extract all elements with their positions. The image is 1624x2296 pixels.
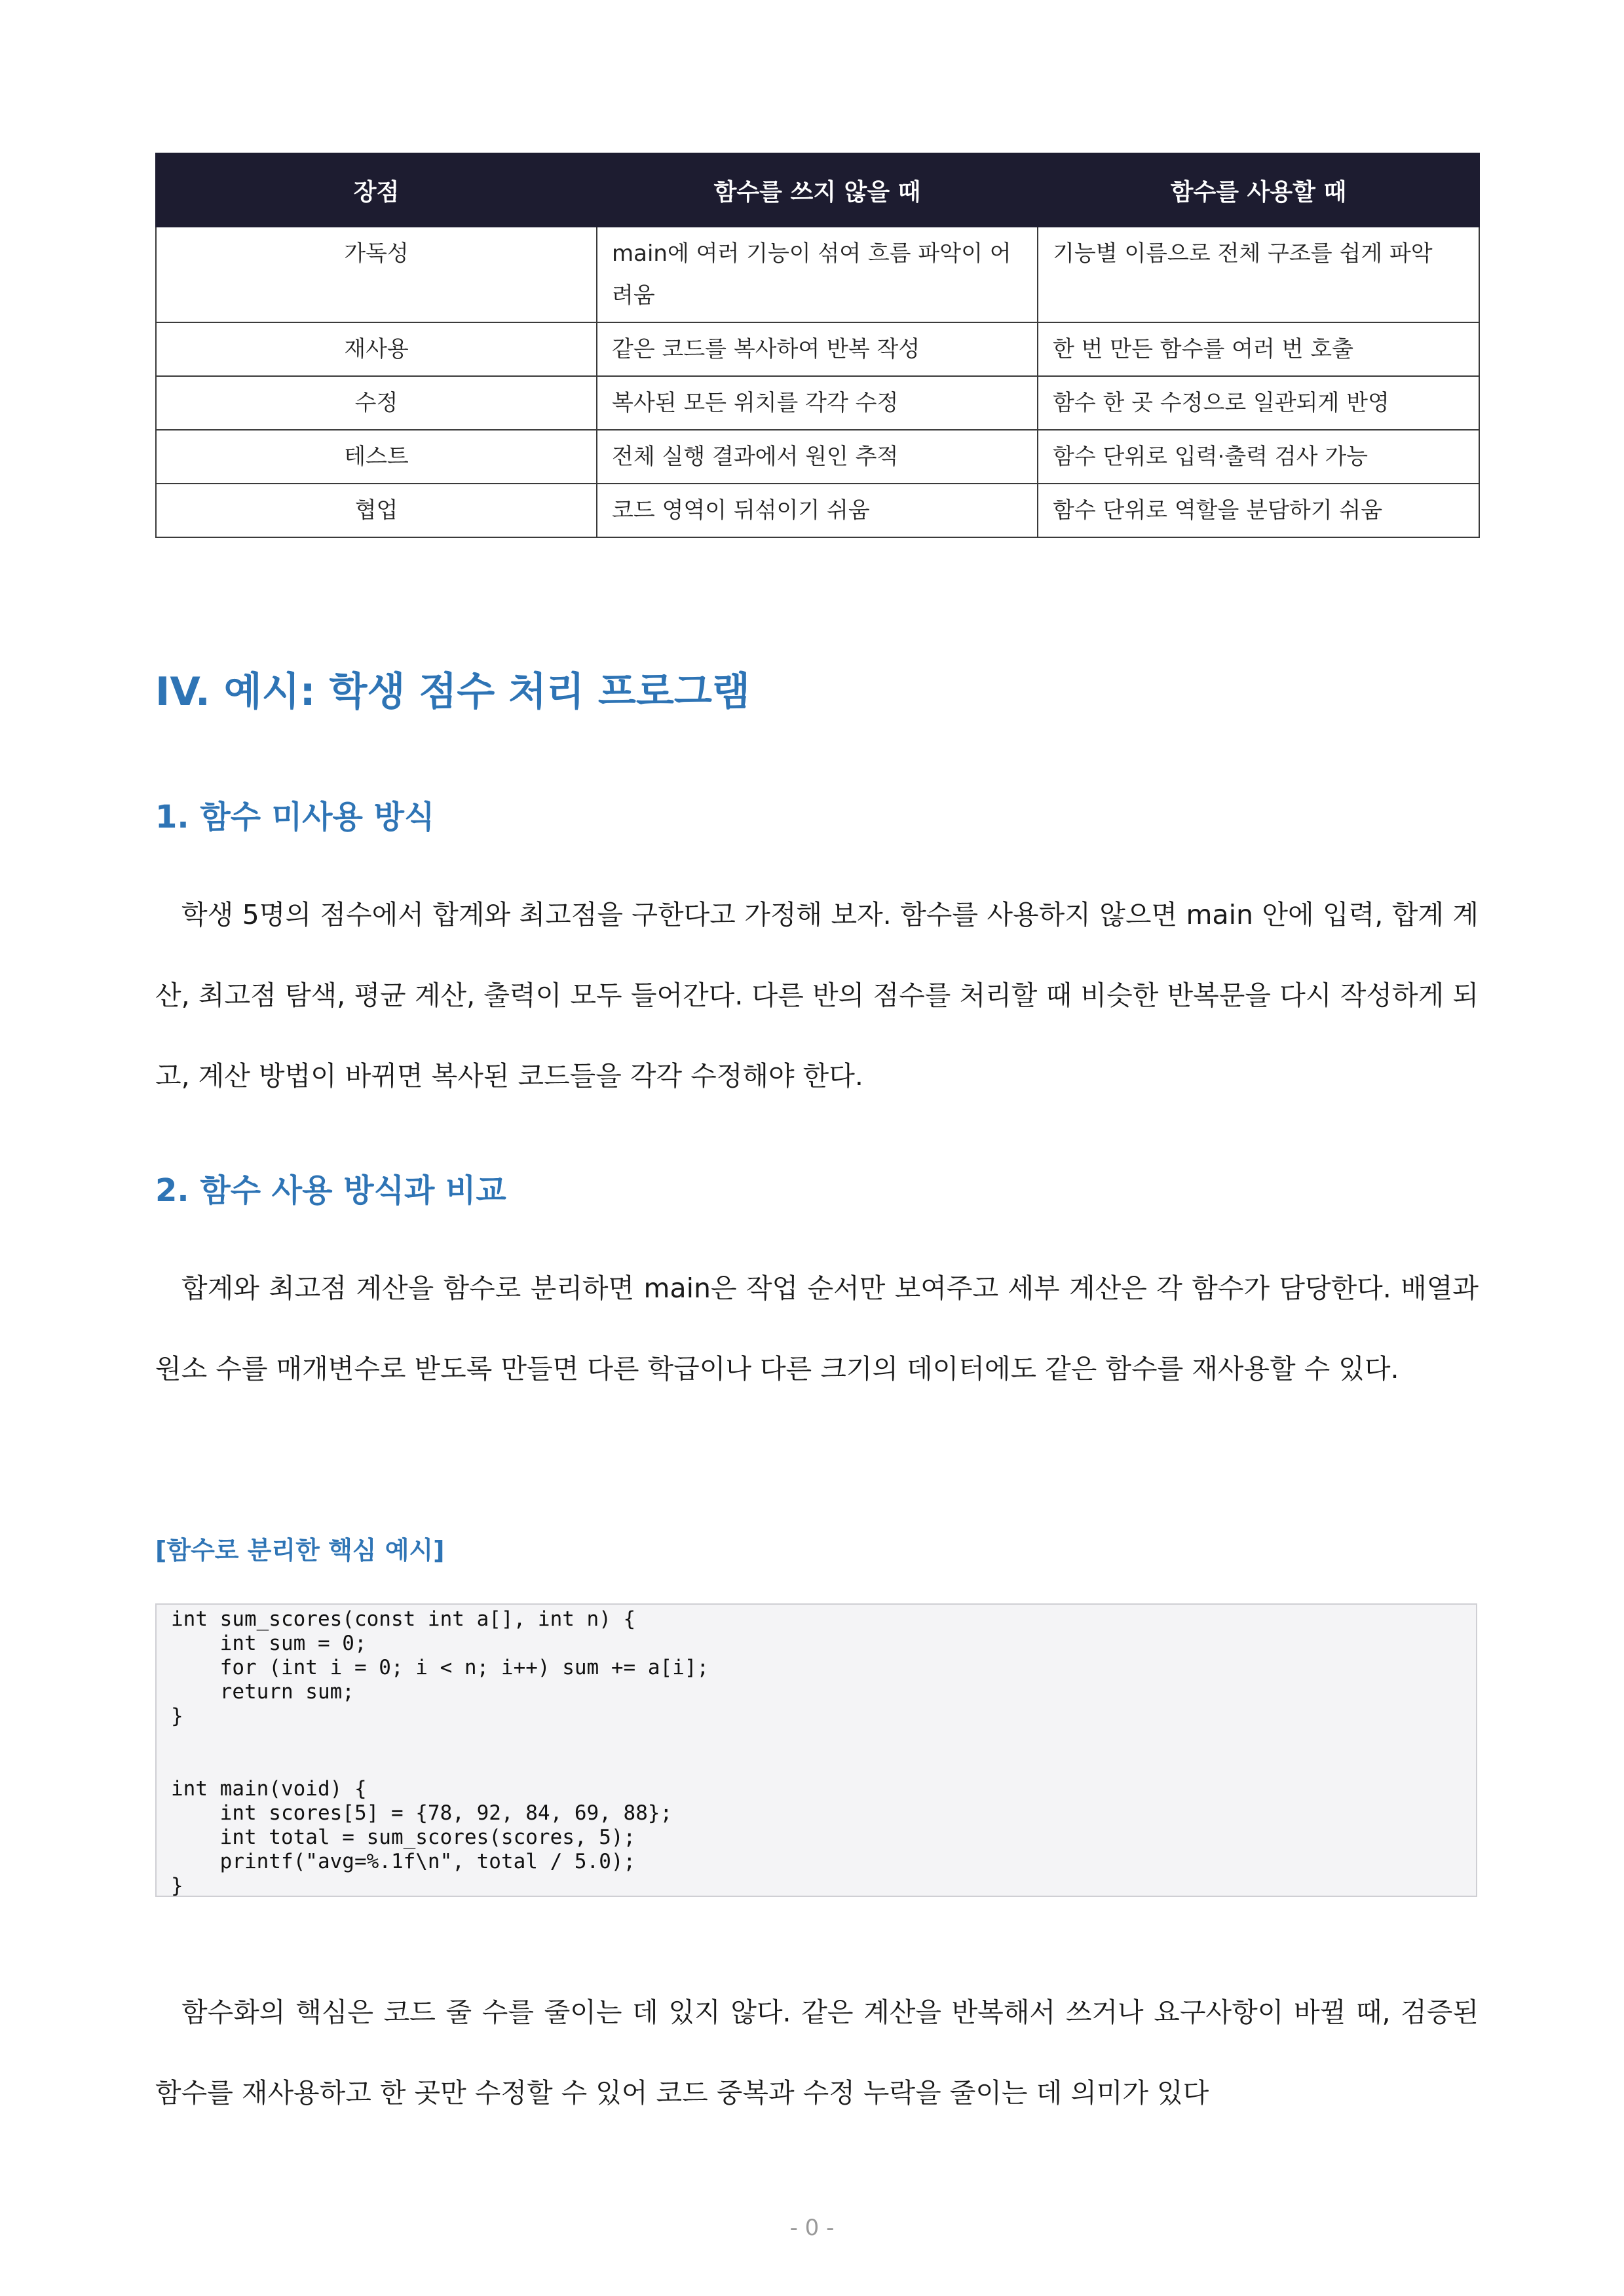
code-line: int scores[5] = {78, 92, 84, 69, 88}; [171, 1801, 673, 1825]
table-cell: 코드 영역이 뒤섞이기 쉬움 [597, 484, 1038, 537]
table-cell: 수정 [156, 376, 597, 430]
subsection-title-1: 1. 함수 미사용 방식 [155, 799, 435, 835]
comparison-table [155, 153, 1480, 538]
table-cell: 함수 단위로 입력·출력 검사 가능 [1038, 430, 1479, 484]
paragraph-with-function: 합계와 최고점 계산을 함수로 분리하면 main은 작업 순서만 보여주고 세부 계산은 각 함수가 담당한다. 배열과 원소 수를 매개변수로 받도록 만들면 다른 학급이나 다른 크기의 데이터에도 같은 함수를 재사용할 수 있다. [155, 1272, 1479, 1385]
table-cell: 기능별 이름으로 전체 구조를 쉽게 파악 [1038, 227, 1479, 322]
code-line: for (int i = 0; i < n; i++) sum += a[i]; [171, 1656, 709, 1679]
code-line: printf("avg=%.1f\n", total / 5.0); [171, 1850, 636, 1873]
code-line [171, 1729, 1462, 1753]
page-number: - 0 - [789, 2215, 835, 2241]
header-with-function: 함수를 사용할 때 [1038, 153, 1479, 227]
table-row [156, 227, 1479, 322]
code-line: } [171, 1874, 183, 1898]
table-cell: 테스트 [156, 430, 597, 484]
table-cell: 함수 한 곳 수정으로 일관되게 반영 [1038, 376, 1479, 430]
table-cell: 협업 [156, 484, 597, 537]
table-cell: 가독성 [156, 227, 597, 322]
table-cell: main에 여러 기능이 섞여 흐름 파악이 어려움 [597, 227, 1038, 322]
code-line: int sum_scores(const int a[], int n) { [171, 1607, 636, 1631]
code-block [155, 1603, 1477, 1897]
header-without-function: 함수를 쓰지 않을 때 [597, 153, 1038, 227]
code-line: int main(void) { [171, 1777, 367, 1801]
closing-paragraph: 함수화의 핵심은 코드 줄 수를 줄이는 데 있지 않다. 같은 계산을 반복해서 쓰거나 요구사항이 바뀔 때, 검증된 함수를 재사용하고 한 곳만 수정할 수 있어 코드 중복과 수정 누락을 줄이는 데 의미가 있다 [155, 1997, 1479, 2109]
table-cell: 한 번 만든 함수를 여러 번 호출 [1038, 322, 1479, 376]
table-cell: 복사된 모든 위치를 각각 수정 [597, 376, 1038, 430]
code-caption: [함수로 분리한 핵심 예시] [155, 1536, 445, 1565]
table-cell: 함수 단위로 역할을 분담하기 쉬움 [1038, 484, 1479, 537]
table-cell: 같은 코드를 복사하여 반복 작성 [597, 322, 1038, 376]
table-row [156, 322, 1479, 376]
code-line: return sum; [171, 1680, 354, 1704]
table-row [156, 430, 1479, 484]
table-cell: 전체 실행 결과에서 원인 추적 [597, 430, 1038, 484]
code-line: int total = sum_scores(scores, 5); [171, 1826, 636, 1849]
code-line: } [171, 1704, 183, 1728]
paragraph-no-function: 학생 5명의 점수에서 합계와 최고점을 구한다고 가정해 보자. 함수를 사용하지 않으면 main 안에 입력, 합계 계산, 최고점 탐색, 평균 계산, 출력이 모두 들어간다. 다른 반의 점수를 처리할 때 비슷한 반복문을 다시 작성하게 되고, 계산 방법이 바뀌면 복사된 코드들을 각각 수정해야 한다. [155, 899, 1479, 1092]
code-line [171, 1753, 1462, 1777]
table-cell: 재사용 [156, 322, 597, 376]
header-advantage: 장점 [156, 153, 597, 227]
table-row [156, 376, 1479, 430]
section-title: IV. 예시: 학생 점수 처리 프로그램 [155, 669, 750, 715]
table-header-row [156, 153, 1479, 227]
code-line: int sum = 0; [171, 1632, 367, 1655]
subsection-title-2: 2. 함수 사용 방식과 비교 [155, 1172, 506, 1209]
table-row [156, 484, 1479, 537]
